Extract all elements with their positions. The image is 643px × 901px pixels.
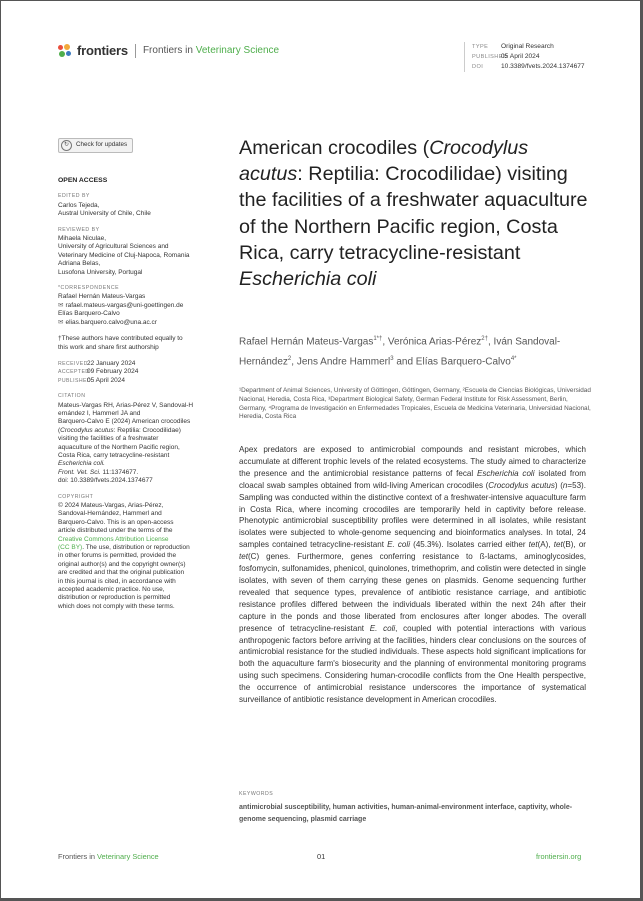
abstract: Apex predators are exposed to antimicrobial compounds and resistant microbes, which accumulate at different trophic levels of the related ecosystems. The study aimed to characterize the presence and the antimicrobial resistance patterns of fecal Escherichia coli isolated from cloacal swab samples obtained from wild-living American crocodiles (Crocodylus acutus) (n=53). Sampling was conducted within the distinctive context of a freshwater-intensive aquaculture farm in Costa Rica, where incoming crocodiles are temporarily held in captivity before release. Phenotypic antimicrobial susceptibility profiles were determined in all isolates, while resistant isolates were subjected to whole-genome sequencing and bioinformatics analyses. In total, 24 samples contained tetracycline-resistant E. coli (45.3%). Isolates carried either tet(A), tet(B), or tet(C) genes. Furthermore, genes conferring resistance to ß-lactams, aminoglycosides, fosfomycin, sulfonamides, phenicol, quinolones, trimethoprim, and colistin were detected in single isolates, with seven of them carrying these genes on plasmids. Genome sequencing further revealed that sequence types, prevalence of antibiotic resistance carriage, and antibiotic resistance profiles differed between the individuals liberated within the next 24h after their capture in the ponds and those liberated from enclosures after longer abodes. The overall presence of tetracycline-resistant E. coli, coupled with potential interactions with various anthropogenic factors before arriving at the facilities, hinders clear conclusions on the sources of antimicrobial resistance for the studied individuals. These aspects hold significant implications for both the aquaculture farm's biosecurity and the planning of environmental monitoring programs using such specimens. Considering human-crocodile conflicts from the One Health perspective, the occurrence of antimicrobial resistance underscores the importance of systematical surveillance of antibiotic resistance development in American crocodiles. xyxy=(239,445,586,705)
corresponding-author-1: Rafael Hernán Mateus-Vargas xyxy=(58,293,146,301)
correspondence-label: *CORRESPONDENCE xyxy=(58,285,120,292)
meta-type: TYPE Original Research xyxy=(472,43,554,50)
page-number: 01 xyxy=(317,852,326,861)
reviewer-line: Mihaela Niculae, xyxy=(58,235,107,243)
reviewer-line: Veterinary Medicine of Cluj-Napoca, Romania xyxy=(58,251,190,259)
meta-published: PUBLISHED05 April 2024 xyxy=(472,53,540,60)
keywords-label: KEYWORDS xyxy=(239,791,274,797)
journal-title xyxy=(143,45,279,56)
reviewed-by-label: REVIEWED BY xyxy=(58,226,100,233)
open-access-heading: OPEN ACCESS xyxy=(58,177,108,184)
license-link[interactable]: Creative Commons Attribution License xyxy=(58,535,169,543)
mail-icon: ✉ xyxy=(58,301,64,309)
dates-block xyxy=(58,360,218,385)
reviewer-line: Lusofona University, Portugal xyxy=(58,268,143,276)
corresponding-author-2: Elías Barquero-Calvo xyxy=(58,310,120,318)
brand-name: frontiers xyxy=(77,43,128,58)
mail-icon: ✉ xyxy=(58,318,64,326)
author-name[interactable]: Iván Sandoval-Hernández xyxy=(239,336,561,368)
editor-affiliation: Austral University of Chile, Chile xyxy=(58,210,151,218)
reviewer-line: University of Agricultural Sciences and xyxy=(58,243,169,251)
email-line-2 xyxy=(58,319,218,327)
journal-name-link[interactable]: Veterinary Science xyxy=(195,45,280,56)
citation-label: CITATION xyxy=(58,393,86,400)
reviewer-line: Adriana Belas, xyxy=(58,260,101,268)
footer-journal-link[interactable]: Veterinary Science xyxy=(97,852,159,861)
author-name[interactable]: Jens Andre Hammerl xyxy=(296,356,391,368)
email-link-1[interactable]: rafael.mateus-vargas@uni-goettingen.de xyxy=(65,301,184,309)
journal-prefix: Frontiers in xyxy=(142,45,193,56)
article-title: American crocodiles (Crocodylus acutus: Reptilia: Crocodilidae) visiting the facilities of a freshwater aquaculture of the Northern Pacific region, Costa Rica, carry tetracycline-resistant Escherichia coli xyxy=(239,137,588,291)
date-accepted: ACCEPTED09 February 2024 xyxy=(58,368,139,376)
frontiers-logo-icon xyxy=(58,44,72,58)
check-for-updates-button[interactable] xyxy=(58,138,133,153)
email-link-2[interactable]: elias.barquero.calvo@una.ac.cr xyxy=(65,318,157,326)
footer-journal: Frontiers in Veterinary Science xyxy=(58,852,159,861)
date-received: RECEIVED22 January 2024 xyxy=(58,359,136,367)
article-meta xyxy=(464,42,643,72)
copyright-text: © 2024 Mateus-Vargas, Arias-Pérez, Sandoval-Hernández, Hammerl and Barquero-Calvo. This is an open-access article distributed under the terms of the Creative Commons Attribution License (CC BY). The use, distribution or reproduction in other forums is permitted, provided the original author(s) and the copyright owner(s) are credited and that the original publication in this journal is cited, in accordance with accepted academic practice. No use, distribution or reproduction is permitted which does not comply with these terms. xyxy=(58,502,218,611)
author-list: Rafael Hernán Mateus-Vargas$^{1*\dagger}$, Verónica Arias-Pérez$^{2\dagger}$, Iván Sandoval-Hernández$^2$, Jens Andre Hammerl$^3$ and Elías Barquero-Calvo$^{4*}$ xyxy=(239,336,561,368)
check-for-updates-label: Check for updates xyxy=(76,141,128,149)
doi-link[interactable]: 10.3389/fvets.2024.1374677 xyxy=(501,63,585,70)
email-line-1 xyxy=(58,302,218,310)
journal-header xyxy=(58,43,279,58)
refresh-icon: ↻ xyxy=(61,140,72,151)
cc-by-link[interactable]: (CC BY) xyxy=(58,544,83,552)
affiliations: ¹Department of Animal Sciences, University of Göttingen, Göttingen, Germany, ²Escuela de Ciencias Biológicas, Universidad Nacional, Heredia, Costa Rica, ³Department Biological Safety, German Federal Institute for Risk Assessment, Berlin, Germany, ⁴Programa de Investigación en Enfermedades Tropicales, Escuela de Medicina Veterinaria, Universidad Nacional, Heredia, Costa Rica xyxy=(239,387,591,421)
author-name[interactable]: Elías Barquero-Calvo xyxy=(415,356,511,368)
author-name[interactable]: Verónica Arias-Pérez xyxy=(387,336,482,348)
date-published: PUBLISHED05 April 2024 xyxy=(58,376,125,384)
footer-site-link[interactable]: frontiersin.org xyxy=(536,852,582,861)
editor-name: Carlos Tejeda, xyxy=(58,201,100,209)
copyright-label: COPYRIGHT xyxy=(58,493,94,500)
equal-contribution-note: †These authors have contributed equally to this work and share first authorship xyxy=(58,335,183,351)
edited-by-label: EDITED BY xyxy=(58,193,90,200)
author-name[interactable]: Rafael Hernán Mateus-Vargas xyxy=(239,336,374,348)
sidebar xyxy=(58,138,218,611)
keywords: antimicrobial susceptibility, human activities, human-animal-environment interface, captivity, whole-genome sequencing, plasmid carriage xyxy=(239,804,573,823)
meta-doi: DOI 10.3389/fvets.2024.1374677 xyxy=(472,63,585,70)
header-divider xyxy=(135,44,136,58)
citation-text: Mateus-Vargas RH, Arias-Pérez V, Sandoval-H ernández I, Hammerl JA and Barquero-Calvo E (2024) American crocodiles (Crocodylus acutus: Reptilia: Crocodilidae) visiting the facilities of a freshwater aquaculture of the Northern Pacific region, Costa Rica, carry tetracycline-resistant Escherichia coli. Front. Vet. Sci. 11:1374677. doi: 10.3389/fvets.2024.1374677 xyxy=(58,401,194,485)
